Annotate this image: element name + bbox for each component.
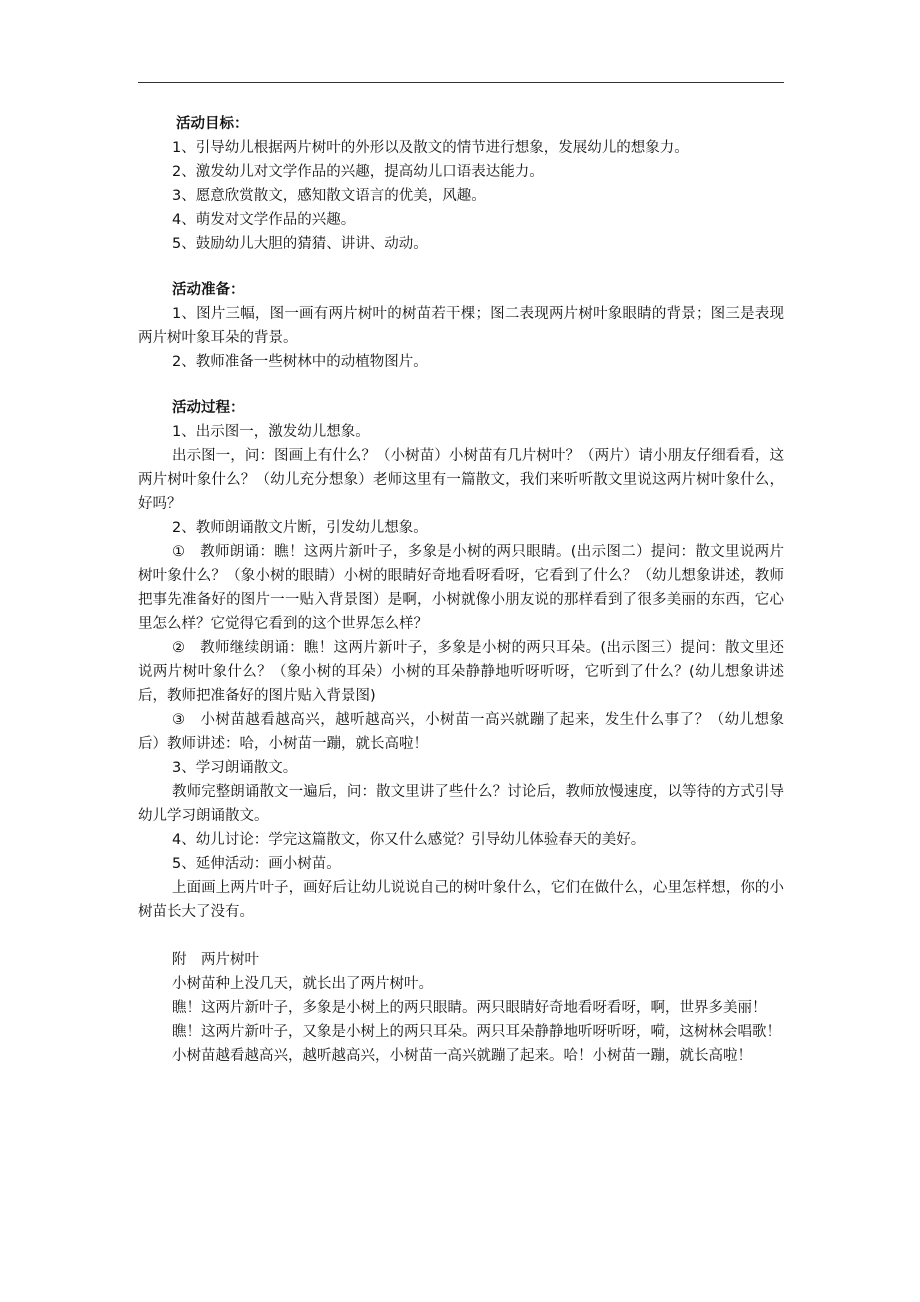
process-paragraph: ① 教师朗诵：瞧！这两片新叶子，多象是小树的两只眼睛。(出示图二）提问：散文里说两片树叶象什么？（象小树的眼睛）小树的眼睛好奇地看呀看呀，它看到了什么？（幼儿想象讲述，教师把事先准备好的图片一一贴入背景图）是啊，小树就像小朋友说的那样看到了很多美丽的东西，它心里怎么样？它觉得它看到的这个世界怎么样？	[138, 544, 784, 632]
prep-heading: 活动准备：	[172, 282, 245, 298]
process-paragraph: 教师完整朗诵散文一遍后，问：散文里讲了些什么？讨论后，教师放慢速度，以等待的方式引导幼儿学习朗诵散文。	[138, 784, 784, 824]
appendix-heading: 附 两片树叶	[172, 952, 259, 968]
header-rule	[138, 82, 784, 83]
section-spacer	[138, 374, 784, 396]
goals-heading: 活动目标：	[176, 116, 249, 132]
goal-item: 2、激发幼儿对文学作品的兴趣，提高幼儿口语表达能力。	[172, 164, 544, 180]
section-spacer	[138, 924, 784, 948]
process-heading: 活动过程：	[172, 400, 245, 416]
appendix-paragraph: 小树苗种上没几天，就长出了两片树叶。	[172, 976, 433, 992]
prep-item: 1、图片三幅，图一画有两片树叶的树苗若干棵；图二表现两片树叶象眼睛的背景；图三是表现两片树叶象耳朵的背景。	[138, 306, 784, 346]
appendix-paragraph: 瞧！这两片新叶子，多象是小树上的两只眼睛。两只眼睛好奇地看呀看呀，啊，世界多美丽！	[172, 1000, 767, 1016]
appendix-paragraph: 小树苗越看越高兴，越听越高兴，小树苗一高兴就蹦了起来。哈！小树苗一蹦，就长高啦！	[172, 1048, 752, 1064]
process-paragraph: ② 教师继续朗诵：瞧！这两片新叶子，多象是小树的两只耳朵。(出示图三）提问：散文里还说两片树叶象什么？（象小树的耳朵）小树的耳朵静静地听呀听呀，它听到了什么？(幼儿想象讲述后，教师把准备好的图片贴入背景图)	[138, 640, 784, 704]
goal-item: 5、鼓励幼儿大胆的猜猜、讲讲、动动。	[172, 236, 428, 252]
goal-item: 3、愿意欣赏散文，感知散文语言的优美，风趣。	[172, 188, 486, 204]
process-paragraph: 2、教师朗诵散文片断，引发幼儿想象。	[172, 520, 428, 536]
process-paragraph: 4、幼儿讨论：学完这篇散文，你又什么感觉？引导幼儿体验春天的美好。	[172, 832, 646, 848]
prep-item: 2、教师准备一些树林中的动植物图片。	[172, 354, 428, 370]
process-paragraph: 出示图一，问：图画上有什么？（小树苗）小树苗有几片树叶？（两片）请小朋友仔细看看，这两片树叶象什么？（幼儿充分想象）老师这里有一篇散文，我们来听听散文里说这两片树叶象什么，好吗？	[138, 448, 784, 512]
process-paragraph: ③ 小树苗越看越高兴，越听越高兴，小树苗一高兴就蹦了起来，发生什么事了？（幼儿想象后）教师讲述：哈，小树苗一蹦，就长高啦！	[138, 712, 784, 752]
process-paragraph: 5、延伸活动：画小树苗。	[172, 856, 341, 872]
document-body	[138, 112, 784, 1068]
goal-item: 1、引导幼儿根据两片树叶的外形以及散文的情节进行想象，发展幼儿的想象力。	[172, 140, 689, 156]
goal-item: 4、萌发对文学作品的兴趣。	[172, 212, 356, 228]
section-spacer	[138, 256, 784, 278]
process-paragraph: 1、出示图一，激发幼儿想象。	[172, 424, 370, 440]
process-paragraph: 3、学习朗诵散文。	[172, 760, 298, 776]
appendix-paragraph: 瞧！这两片新叶子，又象是小树上的两只耳朵。两只耳朵静静地听呀听呀，嗬，这树林会唱歌！	[172, 1024, 781, 1040]
process-paragraph: 上面画上两片叶子，画好后让幼儿说说自己的树叶象什么，它们在做什么，心里怎样想，你的小树苗长大了没有。	[138, 880, 784, 920]
